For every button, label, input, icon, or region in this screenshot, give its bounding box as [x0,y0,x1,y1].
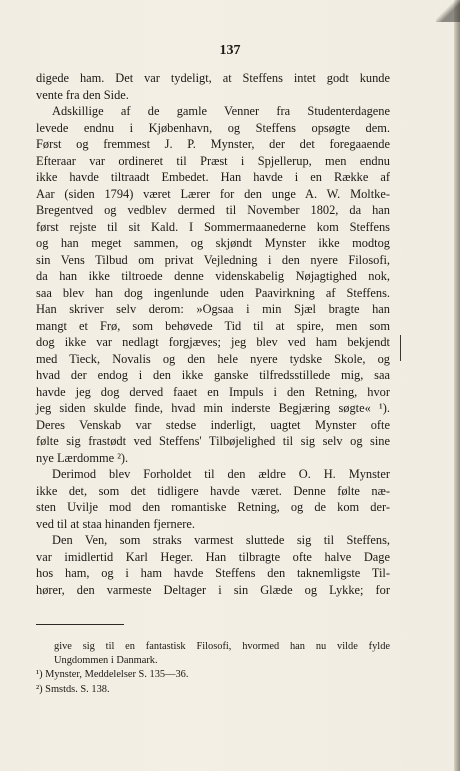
page-number: 137 [219,43,241,58]
text-line: Aar (siden 1794) været Lærer for den unge A. W. Moltke- [36,186,390,201]
footnote-divider [36,624,124,625]
text-line: Efteraar var ordineret til Præst i Spjellerup, men endnu [36,153,390,168]
text-line: digede ham. Det var tydeligt, at Steffens intet godt kunde [36,71,390,85]
text-line: sten Uvilje mod den romantiske Retning, og de kom der- [36,500,390,514]
text-line: ikke havde tiltraadt Embedet. Han havde i en Række af [36,170,390,184]
text-line: følte sig frastødt ved Steffens' Tilbøjelighed til sig selv og sine [36,434,390,448]
text-line: hvad der endog i den ikke ganske tilfredsstillede mig, saa [36,368,390,382]
body-text [36,70,390,598]
footnotes [36,640,390,697]
text-line: sin Vens Tilbud om privat Vejledning i den nyere Filosofi, [36,252,390,267]
text-line: mangt et Frø, som behøvede Tid til at spire, men som [36,318,390,333]
footnote-line: give sig til en fantastisk Filosofi, hvormed han nu vilde fylde [54,641,390,652]
text-line: ved til at staa hinanden fjernere. [36,516,195,531]
text-line: først rejste til sit Kald. I Sommermaanederne kom Steffens [36,219,390,234]
text-line: saa blev han dog ingenlunde uden Paavirkning af Steffens. [36,285,390,300]
text-line: hører, den varmeste Deltager i sin Glæde og Lykke; for [36,582,390,597]
text-line: Først og fremmest J. P. Mynster, der det foregaaende [36,137,390,151]
text-line: med Tieck, Novalis og den hele nyere tydske Skole, og [36,351,390,366]
text-line: Derimod blev Forholdet til den ældre O. H. Mynster [52,467,390,481]
text-line: Han skriver selv derom: »Ogsaa i min Sjæl bragte han [36,302,390,316]
text-line: jeg siden skulde finde, hvad min inderste Begjæring søgte« ¹). [36,401,390,415]
text-line: havde jeg dog derved faaet en Impuls i den Retning, hvor [36,384,390,399]
text-line: Den Ven, som straks varmest sluttede sig til Steffens, [52,533,390,547]
page-corner-fold [436,0,460,22]
text-line: og han meget sammen, og skjøndt Mynster ikke modtog [36,236,390,250]
text-line: nye Lærdomme ²). [36,450,129,465]
text-line: hos ham, og i ham havde Steffens den taknemligste Til- [36,566,390,580]
page-edge-shadow [454,0,460,771]
margin-pencil-mark [400,335,401,361]
text-line: da han ikke tiltroede denne videnskabelig Nøjagtighed nok, [36,269,390,283]
text-line: Adskillige af de gamle Venner fra Studenterdagene [52,104,390,118]
text-line: dog ikke var nedlagt forgjæves; jeg blev ved ham bekjendt [36,335,390,349]
footnote-line: ²) Smstds. S. 138. [36,683,110,695]
text-line: Deres Venskab var stedse inderligt, uagtet Mynster ofte [36,417,390,432]
text-line: levede endnu i Kjøbenhavn, og Steffens opsøgte dem. [36,120,390,135]
footnote-line: Ungdommen i Danmark. [54,655,158,667]
text-line: var imidlertid Karl Heger. Han tilbragte ofte halve Dage [36,549,390,564]
text-line: ikke det, som det tidligere havde været. Denne følte næ- [36,483,390,498]
footnote-line: ¹) Mynster, Meddelelser S. 135—36. [36,669,189,681]
text-line: vente fra den Side. [36,87,129,102]
text-line: Bregentved og vedblev dermed til November 1802, da han [36,203,390,217]
